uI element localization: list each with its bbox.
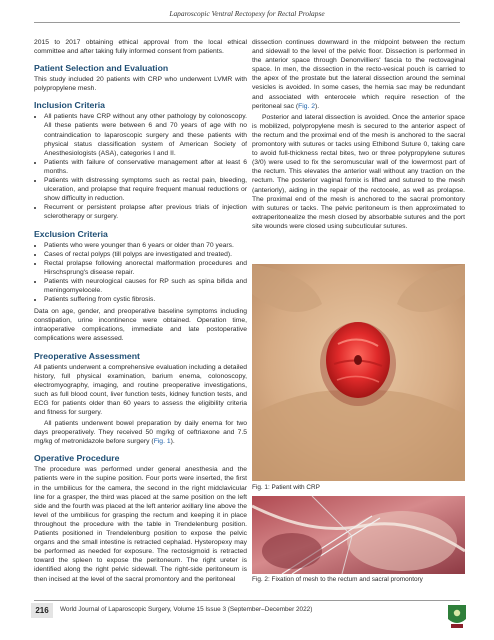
list-item: • Patients suffering from cystic fibrosis. [44, 295, 247, 304]
inclusion-list [34, 112, 247, 221]
patient-photo [252, 264, 465, 481]
preop-paragraph-2-text: All patients underwent bowel preparation by daily enema for two days preoperatively. They received 50 mg/kg of ceftriaxone and 7.5 mg/kg of metronidazole before surgery ( [34, 420, 247, 446]
dissection-text: dissection continues downward in the midpoint between the rectum and sidewall to the level of the pelvic floor. Dissection is performed in the anterior space through Denonvilliers' fascia to the rectovaginal space. In men, the dissection in the recto-vesical pouch is carried to the apex of the prostate but the lateral dissection around the seminal vesicles is avoided. In some cases, the hernia sac may be redundant and associated with enterocele which require resection of the peritoneal sac ( [252, 39, 465, 110]
journal-citation: World Journal of Laparoscopic Surgery, Volume 15 Issue 3 (September–December 2022) [60, 606, 313, 613]
section-heading-patient-selection: Patient Selection and Evaluation [34, 63, 169, 74]
section-heading-operative: Operative Procedure [34, 453, 120, 464]
list-item: • All patients have CRP without any other pathology by colonoscopy. All these patients were between 6 and 70 years of age with no contraindication to laparoscopic surgery and these patients with physical status classification system of American Society of Anesthesiologists (ASA), categories I and II. [44, 112, 247, 157]
list-item: • Cases of rectal polyps (till polyps are investigated and treated). [44, 250, 247, 259]
list-item: • Patients with distressing symptoms such as rectal pain, bleeding, ulceration, and prolapse that require frequent manual reductions or show difficulty in reduction. [44, 176, 247, 203]
preop-paragraph-1: All patients underwent a comprehensive evaluation including a detailed history, full physical examination, barium enema, colonoscopy, electromyography, imaging, and routine preoperative investigations, such as full blood count, liver function tests, kidney function tests, and ECG for patients older than 60 years to assess the eligibility criteria and fitness for surgery. [34, 363, 247, 416]
list-item: • Rectal prolapse following anorectal malformation procedures and Hirschsprung's disease repair. [44, 259, 247, 277]
mesh-paragraph: Posterior and lateral dissection is avoided. Once the anterior space is mobilized, polypropylene mesh is secured to the anterior aspect of the rectum and the proximal end of the mesh is anchored to the sacral promontory with sutures or tacks using Ethibond Suture 0, taking care to avoid full-thickness rectal bites, two or three polypropylene sutures (3/0) were used to fix the seromuscular wall of the lowermost part of the rectum. This elevates the anterior wall without any traction on the rectum. The posterior vaginal fornix is lifted and sutured to the mesh (anteriorly), aiding in the repair of the rectocele, as well as prolapse. The proximal end of the mesh is anchored to the sacral promontory with sutures or tacks. The pelvic peritoneum is then approximated to extraperitonealize the mesh closed by absorbable sutures and the port site wounds were closed using subcuticular sutures. [252, 113, 465, 230]
list-item: • Patients with failure of conservative management after at least 6 months. [44, 158, 247, 176]
list-item: • Patients with neurological causes for RP such as spina bifida and meningomyelocele. [44, 277, 247, 295]
footer-rule [34, 600, 460, 601]
laparoscopic-photo [252, 496, 465, 574]
page-number: 216 [31, 603, 53, 618]
section-heading-inclusion: Inclusion Criteria [34, 100, 105, 111]
section-heading-exclusion: Exclusion Criteria [34, 228, 108, 239]
preop-paragraph-2-end: ). [170, 438, 175, 446]
fig1-link[interactable]: Fig. 1 [153, 438, 171, 446]
preop-paragraph-2 [34, 419, 247, 446]
section-heading-preoperative: Preoperative Assessment [34, 350, 140, 361]
figure-1-caption: Fig. 1: Patient with CRP [252, 484, 320, 491]
figure-2-image [252, 496, 465, 574]
exclusion-list [34, 241, 247, 305]
patient-selection-paragraph: This study included 20 patients with CRP who underwent LVMR with polypropylene mesh. [34, 76, 247, 93]
list-item: • Recurrent or persistent prolapse after previous trials of injection sclerotherapy or surgery. [44, 203, 247, 221]
fig2-link[interactable]: Fig. 2 [298, 102, 316, 110]
intro-paragraph: 2015 to 2017 obtaining ethical approval from the local ethical committee and after taking fully informed consent from patients. [34, 39, 247, 56]
dissection-end: ). [315, 102, 320, 110]
right-column [252, 38, 465, 233]
running-title: Laparoscopic Ventral Rectopexy for Rectal Prolapse [169, 9, 325, 18]
data-paragraph: Data on age, gender, and preoperative baseline symptoms including constipation, urine incontinence were obtained. Operation time, intraoperative complications, immediate and late postoperative complications were assessed. [34, 308, 247, 343]
left-column [34, 38, 247, 586]
dissection-paragraph [252, 38, 465, 111]
header-rule [34, 22, 460, 23]
list-item: • Patients who were younger than 6 years or older than 70 years. [44, 241, 247, 250]
publisher-logo-icon [446, 602, 468, 630]
operative-paragraph: The procedure was performed under general anesthesia and the patients were in the supine position. Four ports were inserted, the first in the umbilicus for the camera, the second in the right midclavicular line for a grasper, the third was placed at the same position on the left side and the fourth was placed at the left anterior axillary line above the level of the umbilicus for grasping the rectum and keeping it in place throughout the procedure with the table in Trendelenburg position. Patients positioned in Trendelenburg position to expose the pelvic organs and the small intestine is retracted cephalad. Hysteropexy may be performed as needed for exposure. The rectosigmoid is retracted toward the spleen to expose the peritoneum. The right ureter is identified along the right pelvic sidewall. The right-side peritoneum is then incised at the level of the sacral promontory and the peritoneal [34, 466, 247, 583]
figure-2-caption: Fig. 2: Fixation of mesh to the rectum and sacral promontory [252, 576, 423, 583]
figure-1-image [252, 264, 465, 481]
